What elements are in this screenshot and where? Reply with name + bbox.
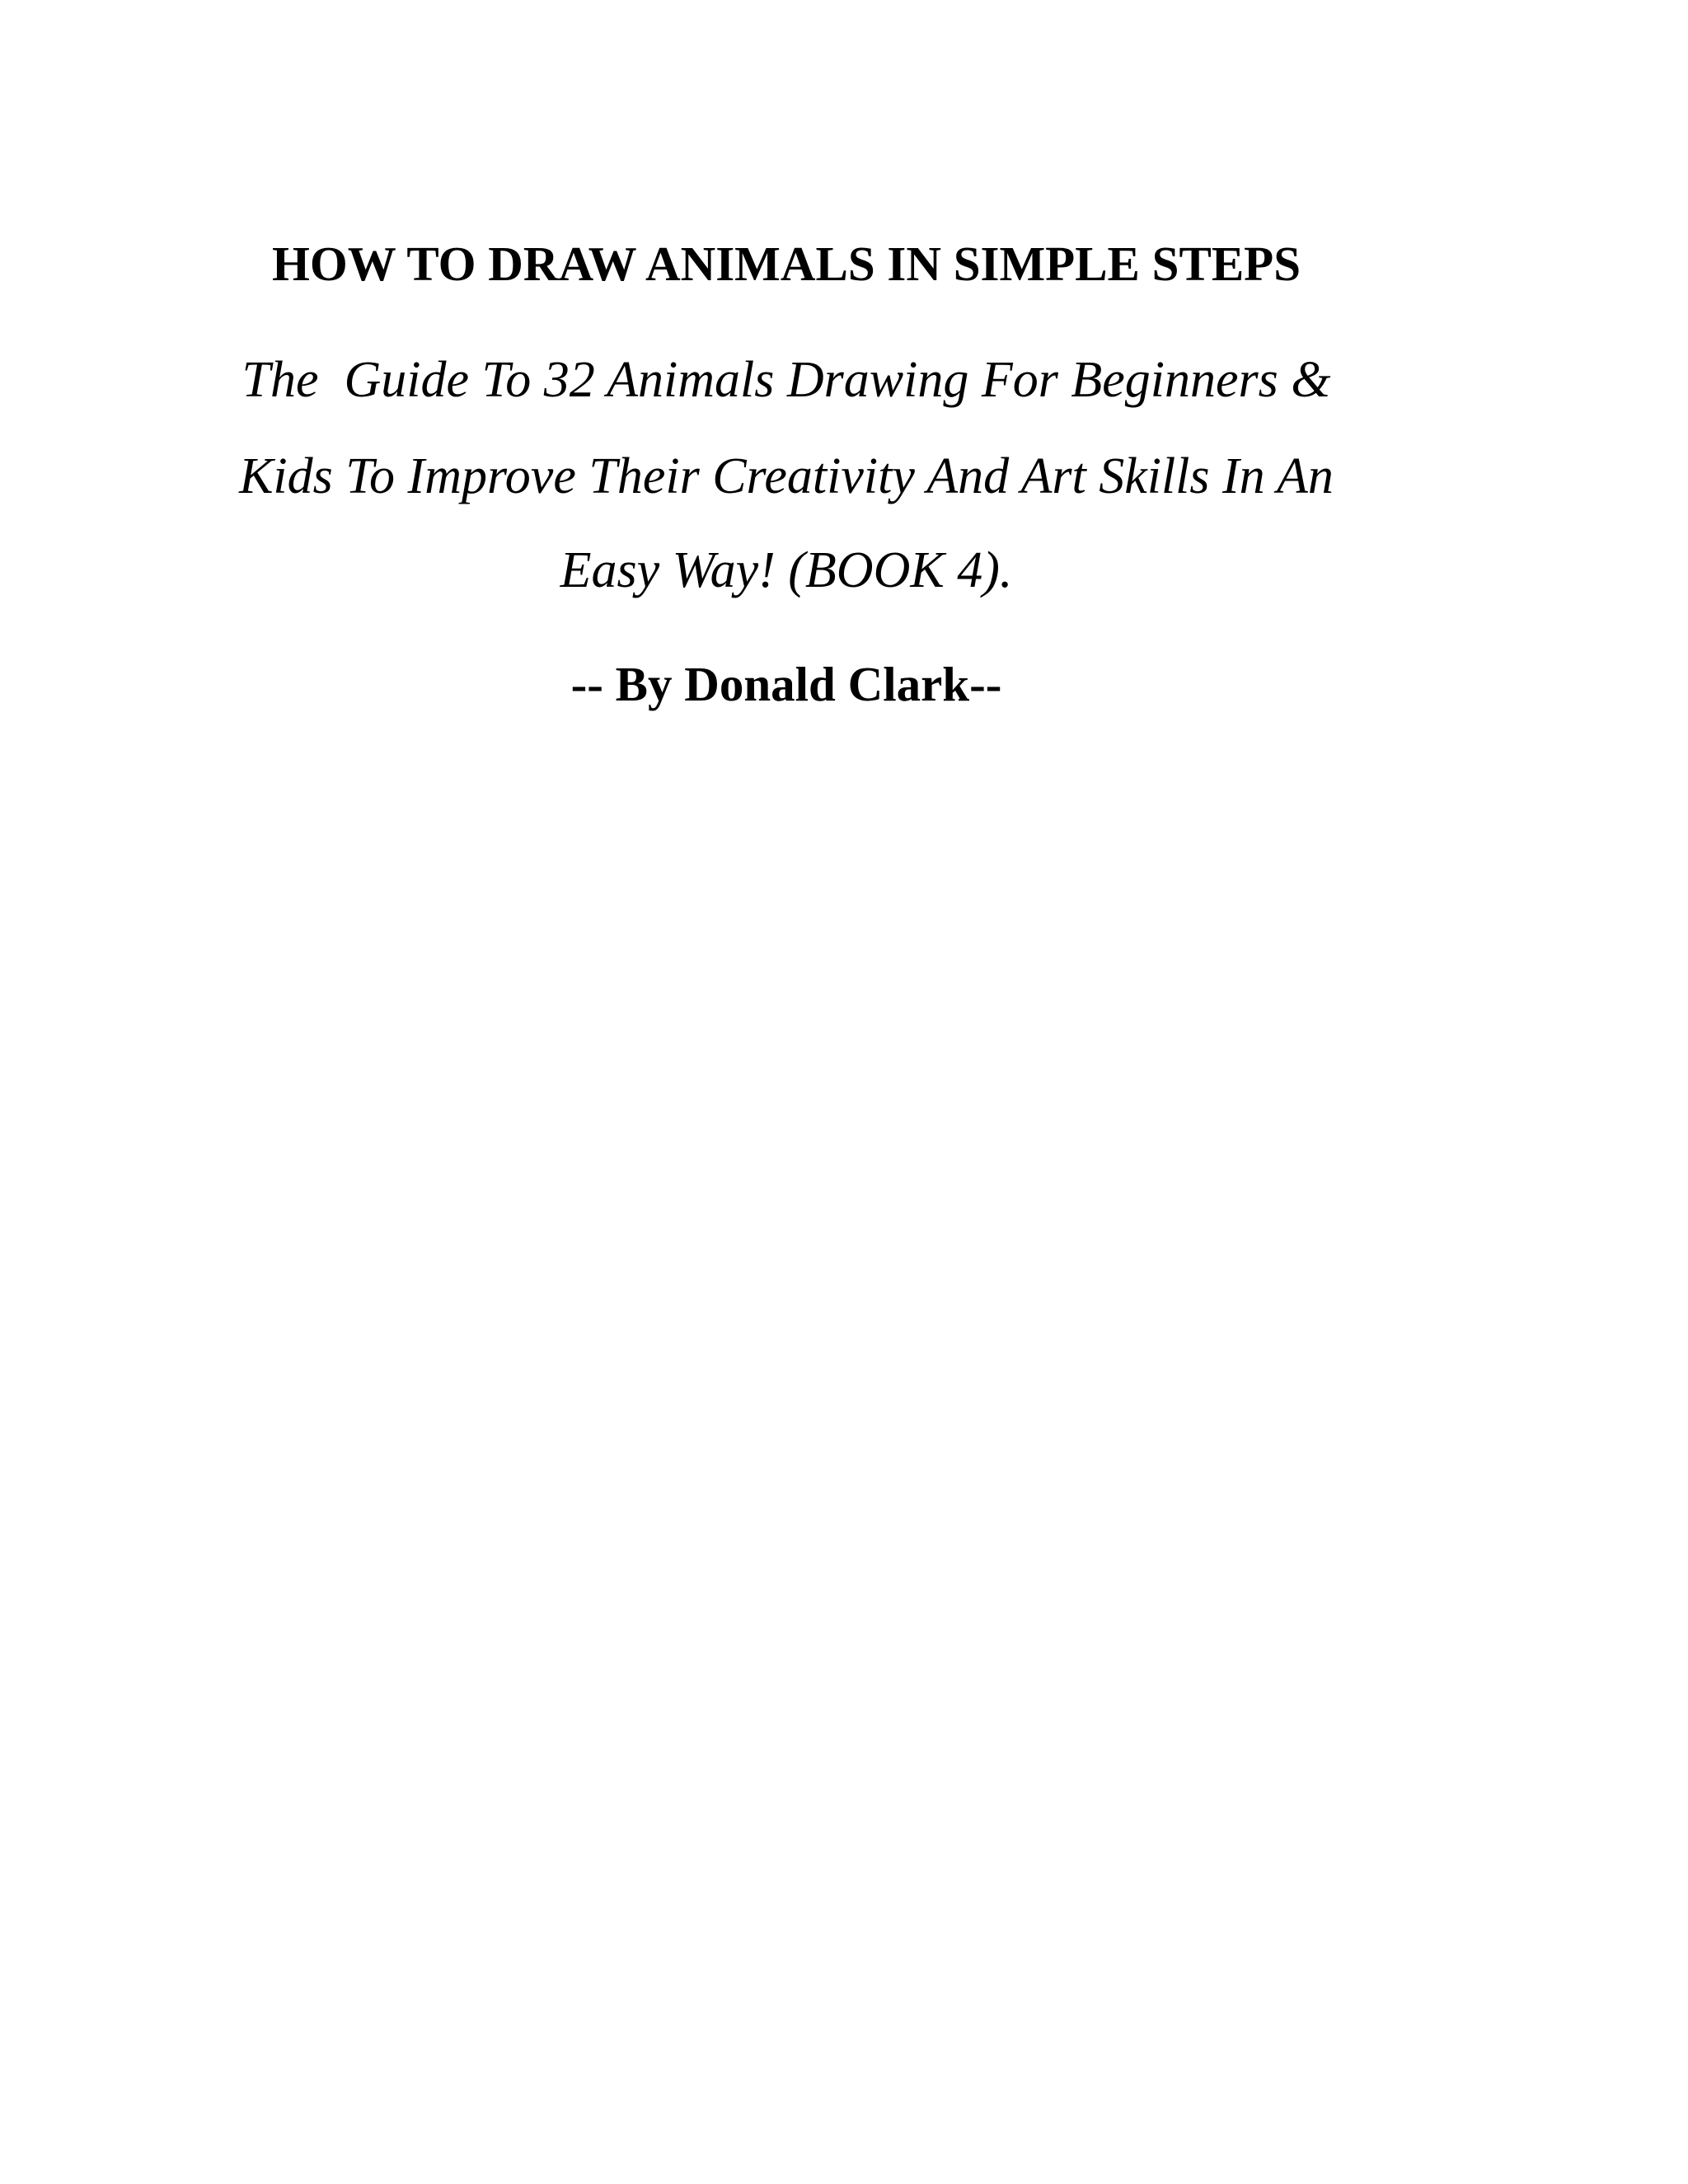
author-byline: -- By Donald Clark-- [570, 657, 1002, 711]
subtitle-line-3: Easy Way! (BOOK 4). [560, 542, 1013, 598]
subtitle-line-1: The Guide To 32 Animals Drawing For Beginners & [241, 352, 1331, 408]
subtitle-line-2: Kids To Improve Their Creativity And Art Skills In An [239, 448, 1334, 504]
book-title: HOW TO DRAW ANIMALS IN SIMPLE STEPS [271, 237, 1301, 291]
